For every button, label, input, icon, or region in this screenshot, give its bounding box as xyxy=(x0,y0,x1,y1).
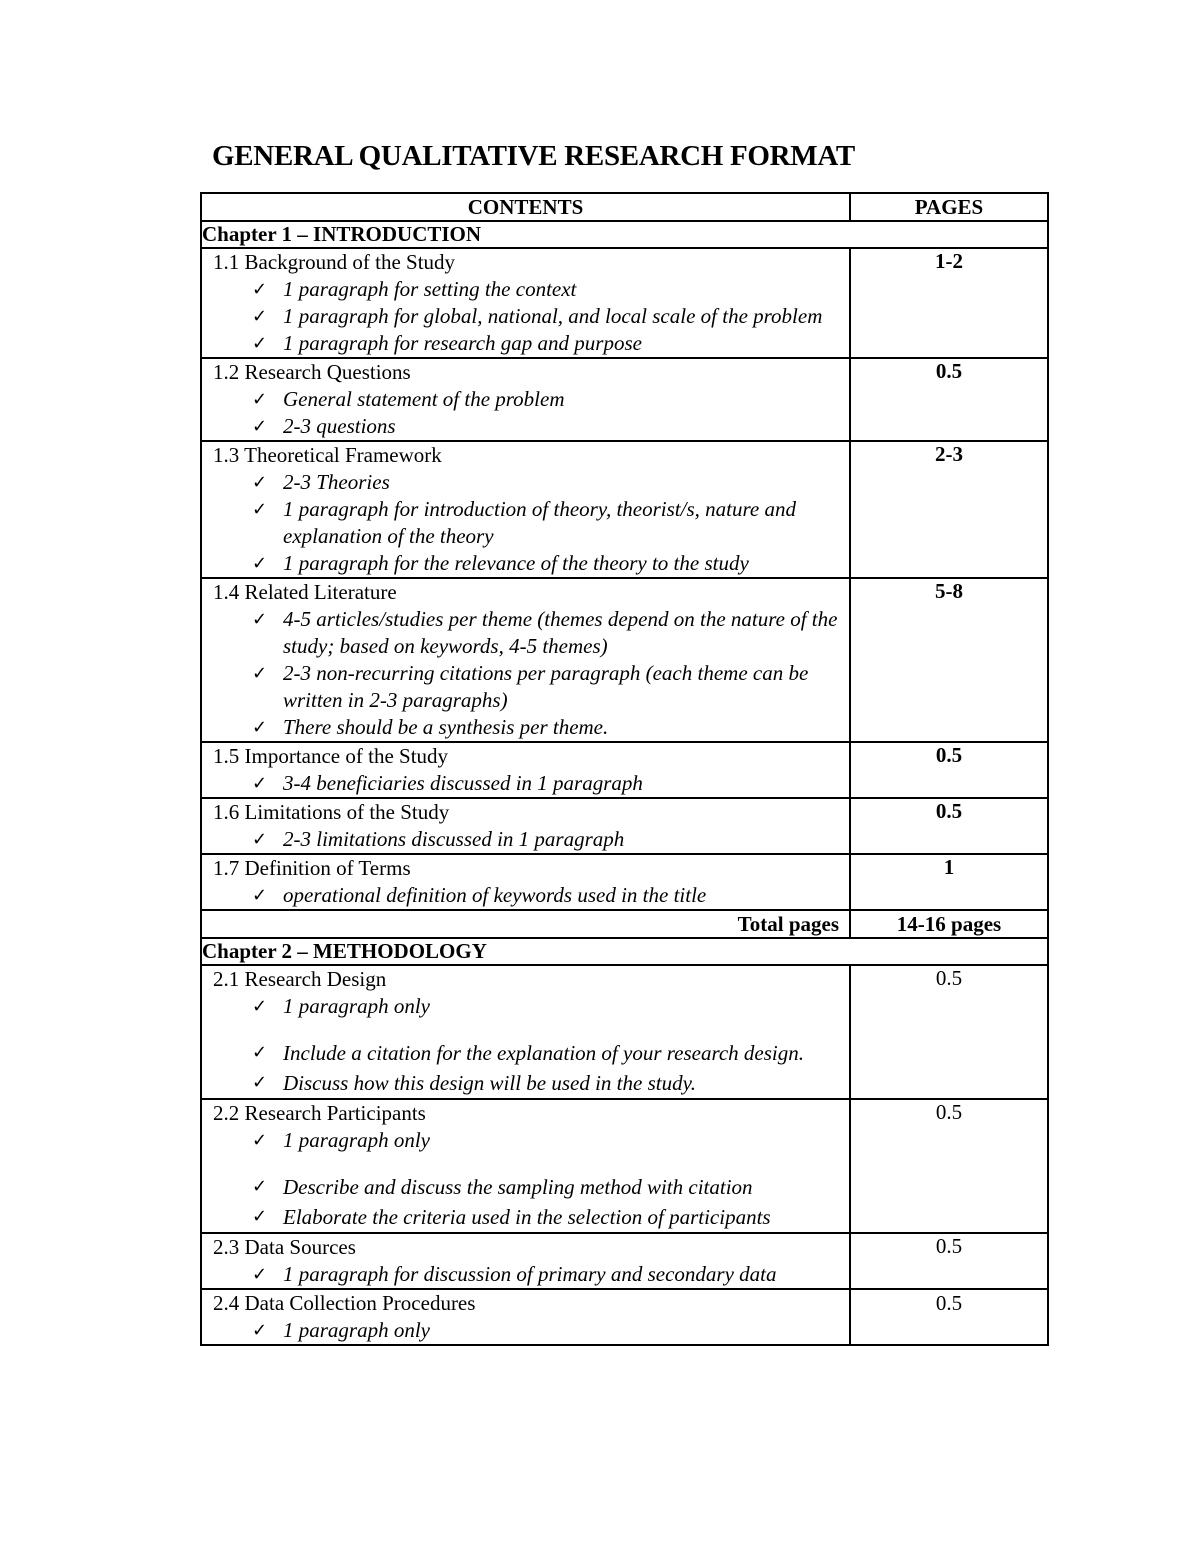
section-title: 1.1 Background of the Study xyxy=(213,250,456,274)
list-item: ✓ 1 paragraph for introduction of theory, theorist/s, nature and explanation of the theory xyxy=(202,496,849,550)
section-title: 2.4 Data Collection Procedures xyxy=(213,1291,476,1315)
section-cell xyxy=(201,1099,850,1233)
contents-header: CONTENTS xyxy=(201,193,850,221)
section-title: 1.4 Related Literature xyxy=(213,580,397,604)
section-pages: 0.5 xyxy=(850,1233,1048,1289)
chapter-row xyxy=(201,221,1048,248)
table-row xyxy=(201,798,1048,854)
list-item: ✓ Elaborate the criteria used in the selection of participants xyxy=(202,1202,849,1232)
section-title: 1.3 Theoretical Framework xyxy=(213,443,442,467)
section-cell xyxy=(201,358,850,441)
document-title: GENERAL QUALITATIVE RESEARCH FORMAT xyxy=(212,140,855,172)
section-pages: 0.5 xyxy=(850,798,1048,854)
section-cell xyxy=(201,578,850,742)
section-items xyxy=(202,276,849,357)
table-header-row xyxy=(201,193,1048,221)
list-item: ✓ 2-3 limitations discussed in 1 paragraph xyxy=(202,826,849,853)
section-cell xyxy=(201,965,850,1099)
section-pages: 1-2 xyxy=(850,248,1048,358)
table-row xyxy=(201,1289,1048,1345)
research-format-table xyxy=(200,192,1049,1346)
section-cell xyxy=(201,798,850,854)
list-item: ✓ 1 paragraph only xyxy=(202,993,849,1020)
table-row xyxy=(201,358,1048,441)
list-item: ✓ 1 paragraph only xyxy=(202,1317,849,1344)
total-label: Total pages xyxy=(201,910,850,938)
pages-header: PAGES xyxy=(850,193,1048,221)
section-pages: 2-3 xyxy=(850,441,1048,578)
list-item: ✓ 2-3 questions xyxy=(202,413,849,440)
section-title: 1.6 Limitations of the Study xyxy=(213,800,450,824)
list-item: ✓ 1 paragraph for the relevance of the theory to the study xyxy=(202,550,849,577)
section-items xyxy=(202,826,849,853)
list-item: ✓ Discuss how this design will be used in the study. xyxy=(202,1068,849,1098)
list-item: ✓ Include a citation for the explanation of your research design. xyxy=(202,1038,849,1068)
list-item: ✓ 1 paragraph only xyxy=(202,1127,849,1154)
list-item: ✓ 4-5 articles/studies per theme (themes depend on the nature of the study; based on keywords, 4-5 themes) xyxy=(202,606,849,660)
section-items xyxy=(202,770,849,797)
section-pages: 5-8 xyxy=(850,578,1048,742)
section-title: 1.7 Definition of Terms xyxy=(213,856,411,880)
table-row xyxy=(201,965,1048,1099)
table-row xyxy=(201,248,1048,358)
list-item: ✓ Describe and discuss the sampling method with citation xyxy=(202,1172,849,1202)
table-row xyxy=(201,854,1048,910)
section-pages: 0.5 xyxy=(850,965,1048,1099)
list-item: ✓ 1 paragraph for research gap and purpose xyxy=(202,330,849,357)
table-row xyxy=(201,441,1048,578)
total-row xyxy=(201,910,1048,938)
section-cell xyxy=(201,742,850,798)
table-row xyxy=(201,1233,1048,1289)
section-title: 2.1 Research Design xyxy=(213,967,387,991)
list-item: ✓ General statement of the problem xyxy=(202,386,849,413)
section-items xyxy=(202,1317,849,1344)
list-item: ✓ 3-4 beneficiaries discussed in 1 paragraph xyxy=(202,770,849,797)
section-cell xyxy=(201,1233,850,1289)
section-pages: 0.5 xyxy=(850,358,1048,441)
section-items xyxy=(202,1127,849,1232)
list-item: ✓ 1 paragraph for global, national, and local scale of the problem xyxy=(202,303,849,330)
section-items xyxy=(202,469,849,577)
section-items xyxy=(202,882,849,909)
list-item: ✓ 2-3 non-recurring citations per paragraph (each theme can be written in 2-3 paragraphs) xyxy=(202,660,849,714)
section-cell xyxy=(201,248,850,358)
chapter-1-title: Chapter 1 – INTRODUCTION xyxy=(201,221,1048,248)
section-pages: 0.5 xyxy=(850,1289,1048,1345)
section-items xyxy=(202,386,849,440)
list-item: ✓ 1 paragraph for setting the context xyxy=(202,276,849,303)
section-cell xyxy=(201,441,850,578)
section-title: 2.3 Data Sources xyxy=(213,1235,356,1259)
section-items xyxy=(202,993,849,1098)
section-pages: 0.5 xyxy=(850,1099,1048,1233)
section-items xyxy=(202,606,849,741)
table-row xyxy=(201,578,1048,742)
section-items xyxy=(202,1261,849,1288)
section-title: 1.5 Importance of the Study xyxy=(213,744,449,768)
list-item: ✓ 2-3 Theories xyxy=(202,469,849,496)
section-cell xyxy=(201,854,850,910)
section-pages: 0.5 xyxy=(850,742,1048,798)
table-row xyxy=(201,742,1048,798)
section-pages: 1 xyxy=(850,854,1048,910)
section-title: 2.2 Research Participants xyxy=(213,1101,426,1125)
section-cell xyxy=(201,1289,850,1345)
table-row xyxy=(201,1099,1048,1233)
list-item: ✓ operational definition of keywords used in the title xyxy=(202,882,849,909)
chapter-row xyxy=(201,938,1048,965)
chapter-2-title: Chapter 2 – METHODOLOGY xyxy=(201,938,1048,965)
list-item: ✓ 1 paragraph for discussion of primary and secondary data xyxy=(202,1261,849,1288)
section-title: 1.2 Research Questions xyxy=(213,360,411,384)
total-value: 14-16 pages xyxy=(850,910,1048,938)
list-item: ✓ There should be a synthesis per theme. xyxy=(202,714,849,741)
